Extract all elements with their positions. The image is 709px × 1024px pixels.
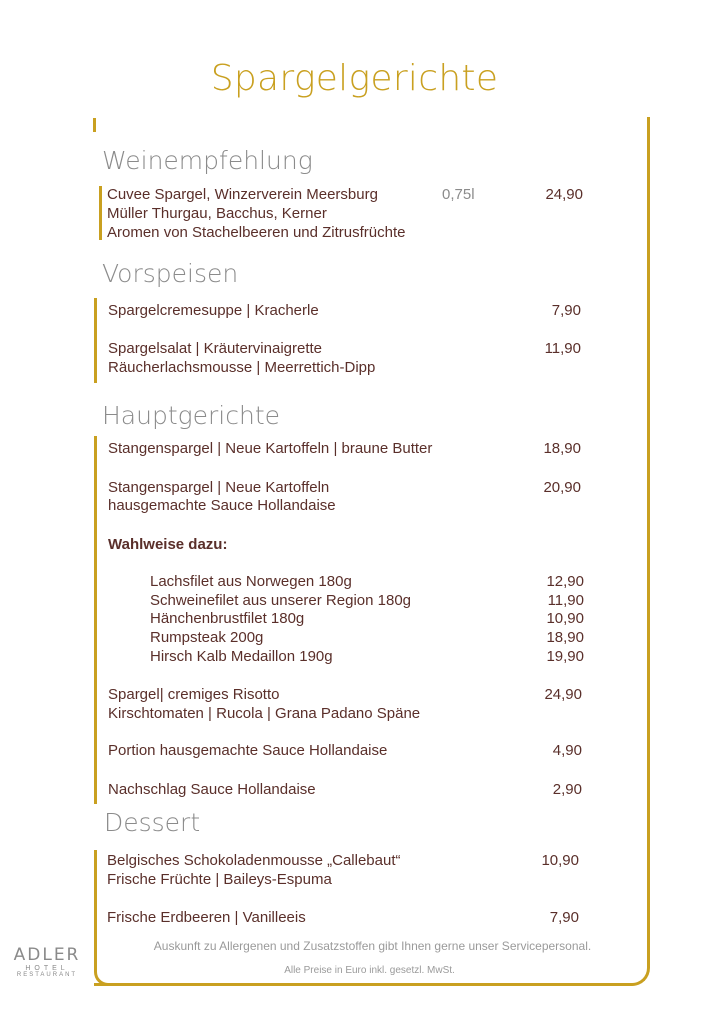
choice-item-4: Rumpsteak 200g [150, 629, 264, 646]
section-heading-starters: Vorspeisen [102, 259, 239, 288]
main-item-5-price: 2,90 [552, 781, 582, 798]
page-title: Spargelgerichte [210, 58, 499, 99]
wine-price: 24,90 [545, 186, 583, 203]
section-heading-dessert: Dessert [104, 808, 201, 837]
main-item-4: Portion hausgemachte Sauce Hollandaise [108, 742, 388, 759]
logo-main-text: ADLER [13, 945, 81, 965]
wine-accent-bar [99, 186, 102, 240]
main-item-2-price: 20,90 [543, 479, 581, 496]
mains-accent-bar [94, 436, 97, 804]
starter-item-1-price: 7,90 [551, 302, 581, 319]
choice-item-2: Schweinefilet aus unserer Region 180g [150, 592, 411, 609]
wine-name: Cuvee Spargel, Winzerverein Meersburg [107, 186, 378, 203]
adler-logo [12, 945, 82, 978]
main-item-2-line2: hausgemachte Sauce Hollandaise [108, 497, 336, 514]
main-item-3-price: 24,90 [544, 686, 582, 703]
section-heading-wine: Weinempfehlung [102, 146, 313, 175]
main-item-4-price: 4,90 [552, 742, 582, 759]
main-item-3-line2: Kirschtomaten | Rucola | Grana Padano Späne [108, 705, 421, 722]
choice-item-4-price: 18,90 [546, 629, 584, 646]
main-item-3: Spargel| cremiges Risotto [108, 686, 280, 703]
frame-left-tick [93, 118, 96, 132]
main-item-1: Stangenspargel | Neue Kartoffeln | braune Butter [108, 440, 433, 457]
dessert-item-1-line2: Frische Früchte | Baileys-Espuma [107, 871, 332, 888]
main-item-2: Stangenspargel | Neue Kartoffeln [108, 479, 330, 496]
starters-accent-bar [94, 298, 97, 383]
choice-item-3: Hänchenbrustfilet 180g [150, 610, 305, 627]
dessert-item-1: Belgisches Schokoladenmousse „Callebaut“ [107, 852, 401, 869]
choice-item-2-price: 11,90 [547, 592, 584, 609]
choice-item-5: Hirsch Kalb Medaillon 190g [150, 648, 333, 665]
price-note: Alle Preise in Euro inkl. gesetzl. MwSt. [284, 965, 455, 976]
starter-item-1: Spargelcremesuppe | Kracherle [108, 302, 319, 319]
main-item-1-price: 18,90 [543, 440, 581, 457]
allergen-note: Auskunft zu Allergenen und Zusatzstoffen gibt Ihnen gerne unser Servicepersonal. [153, 939, 592, 953]
starter-item-2: Spargelsalat | Kräutervinaigrette [108, 340, 323, 357]
starter-item-2-line2: Räucherlachsmousse | Meerrettich-Dipp [108, 359, 376, 376]
section-heading-mains: Hauptgerichte [102, 401, 281, 430]
dessert-item-1-price: 10,90 [541, 852, 579, 869]
starter-item-2-price: 11,90 [544, 340, 581, 357]
wine-aroma: Aromen von Stachelbeeren und Zitrusfrüchte [107, 224, 406, 241]
choice-item-5-price: 19,90 [546, 648, 584, 665]
wine-grapes: Müller Thurgau, Bacchus, Kerner [107, 205, 327, 222]
choice-label: Wahlweise dazu: [108, 536, 228, 553]
choice-item-1-price: 12,90 [546, 573, 584, 590]
choice-item-3-price: 10,90 [546, 610, 584, 627]
dessert-item-2-price: 7,90 [549, 909, 579, 926]
dessert-item-2: Frische Erdbeeren | Vanilleeis [107, 909, 306, 926]
main-item-5: Nachschlag Sauce Hollandaise [108, 781, 316, 798]
logo-sub2-text: RESTAURANT [16, 972, 78, 978]
logo-sub-text: HOTEL [25, 965, 69, 972]
wine-volume: 0,75l [442, 186, 475, 203]
choice-item-1: Lachsfilet aus Norwegen 180g [150, 573, 352, 590]
